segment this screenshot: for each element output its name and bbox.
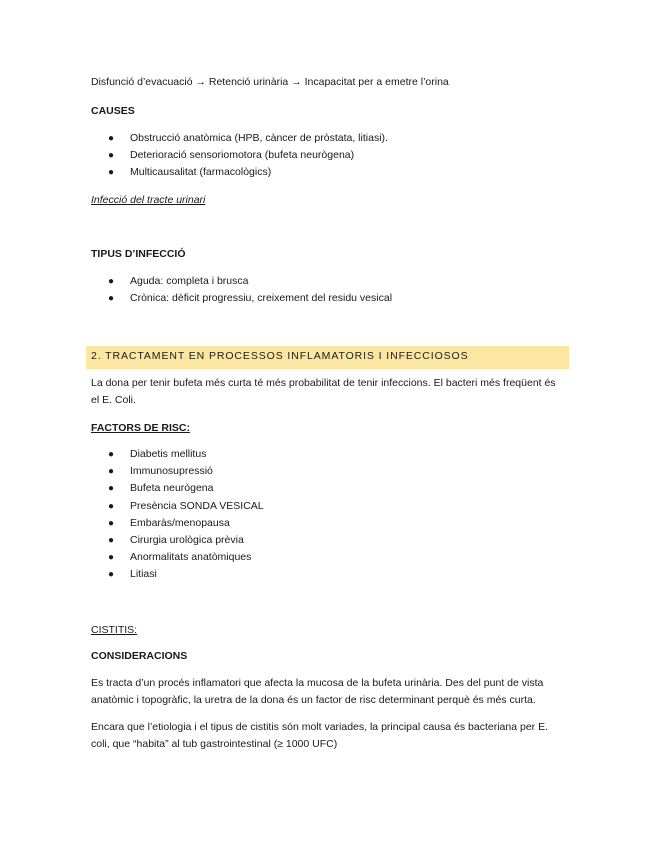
list-item: ● Embaràs/menopausa — [0, 515, 264, 532]
bullet-icon: ● — [108, 517, 115, 529]
list-item: ● Deterioració sensoriomotora (bufeta neurògena) — [0, 147, 388, 164]
cystitis-heading: CISTITIS: — [91, 624, 138, 636]
infection-link[interactable]: Infecció del tracte urinari — [91, 194, 206, 206]
list-item: ● Anormalitats anatòmiques — [0, 549, 264, 566]
bullet-icon: ● — [108, 293, 115, 305]
bullet-icon: ● — [108, 552, 115, 564]
bullet-icon: ● — [108, 569, 115, 581]
bullet-icon: ● — [108, 483, 115, 495]
infection-types-heading: TIPUS D’INFECCIÓ — [91, 248, 186, 260]
list-item: ● Multicausalitat (farmacològics) — [0, 164, 388, 181]
cystitis-paragraph-2: Encara que l’etiologia i el tipus de cistitis són molt variades, la principal causa és bacteriana per E. coli, que “habita” al tub gastrointestinal (≥ 1000 UFC) — [91, 721, 548, 750]
infection-types-list — [0, 273, 392, 307]
causes-heading: CAUSES — [91, 105, 135, 117]
bullet-icon: ● — [108, 466, 115, 478]
bullet-icon: ● — [108, 167, 115, 179]
section-2-paragraph: La dona per tenir bufeta més curta té més probabilitat de tenir infeccions. El bacteri més freqüent és el E. Coli. — [91, 377, 556, 406]
cystitis-paragraph-1: Es tracta d’un procés inflamatori que afecta la mucosa de la bufeta urinària. Des del punt de vista anatòmic i topogràfic, la uretra de la dona és un factor de risc determinant perquè és més curta. — [91, 677, 544, 706]
list-item: ● Litiasi — [0, 566, 264, 583]
bullet-icon: ● — [108, 500, 115, 512]
bullet-icon: ● — [108, 133, 115, 144]
intro-line: Disfunció d’evacuació → Retenció urinària → Incapacitat per a emetre l’orina — [91, 76, 449, 88]
bullet-icon: ● — [108, 276, 115, 287]
list-item: ● Presència SONDA VESICAL — [0, 498, 264, 515]
section-2-heading-band — [86, 346, 569, 369]
list-item: ● Immunosupressió — [0, 463, 264, 480]
bullet-icon: ● — [108, 150, 115, 162]
list-item: ● Aguda: completa i brusca — [0, 273, 392, 290]
list-item: ● Obstrucció anatòmica (HPB, càncer de pròstata, litiasi). — [0, 130, 388, 147]
risk-factors-heading: FACTORS DE RISC: — [91, 422, 190, 434]
list-item: ● Crònica: dèficit progressiu, creixement del residu vesical — [0, 290, 392, 307]
bullet-icon: ● — [108, 535, 115, 547]
section-2-heading: 2. TRACTAMENT EN PROCESSOS INFLAMATORIS I INFECCIOSOS — [91, 350, 469, 362]
bullet-icon: ● — [108, 449, 115, 460]
considerations-heading: CONSIDERACIONS — [91, 650, 188, 662]
risk-factors-list — [0, 446, 264, 584]
list-item: ● Cirurgia urològica prèvia — [0, 532, 264, 549]
list-item: ● Diabetis mellitus — [0, 446, 264, 463]
list-item: ● Bufeta neurògena — [0, 480, 264, 497]
causes-list — [0, 130, 388, 182]
